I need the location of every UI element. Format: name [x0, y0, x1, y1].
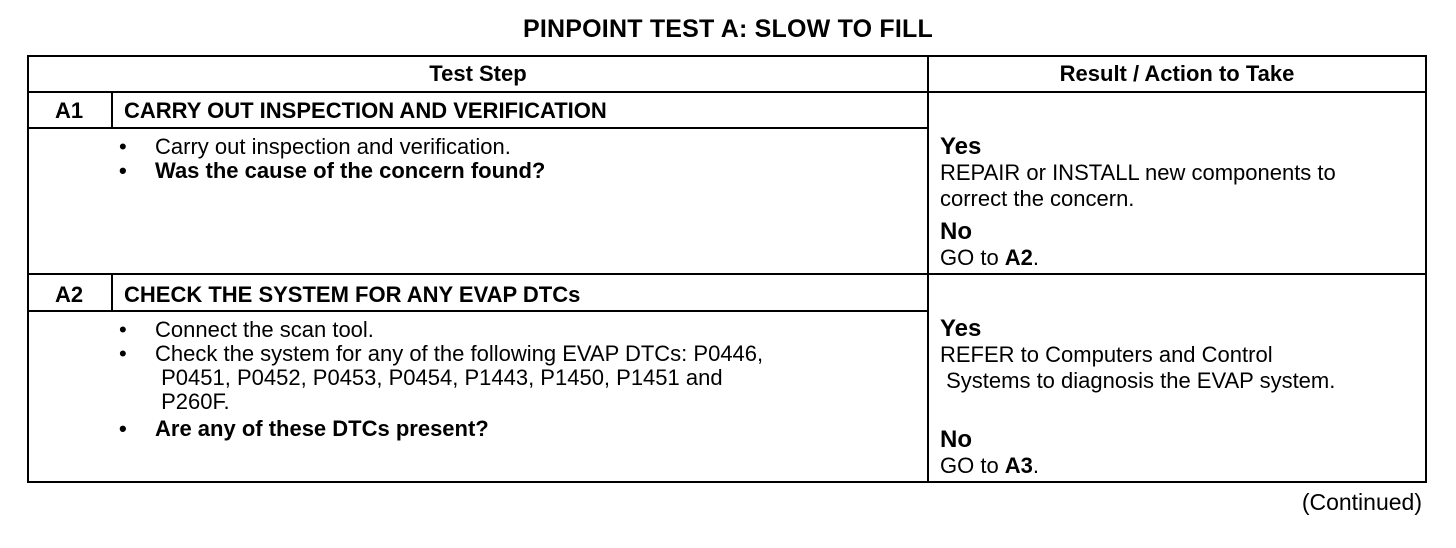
step-id-divider — [111, 93, 113, 129]
step-id: A2 — [54, 282, 84, 307]
instruction-item: • Carry out inspection and verification. — [115, 135, 545, 159]
no-label: No — [940, 218, 972, 245]
goto-step-link: A2 — [1004, 245, 1033, 270]
step-title-divider — [29, 310, 927, 312]
instruction-question: • Was the cause of the concern found? — [115, 159, 545, 183]
result-no — [940, 219, 1039, 271]
instruction-item: • Connect the scan tool. — [115, 318, 763, 342]
continued-note: (Continued) — [1301, 489, 1422, 515]
goto-step-link: A3 — [1004, 453, 1033, 478]
pinpoint-test-table — [27, 55, 1427, 483]
result-yes — [940, 134, 1336, 212]
yes-action-line: REFER to Computers and Control — [940, 342, 1273, 367]
instruction-question: • Are any of these DTCs present? — [115, 417, 763, 441]
row-divider — [29, 273, 1425, 275]
step-id: A1 — [54, 98, 84, 123]
header-divider — [29, 91, 1425, 93]
step-id-divider — [111, 275, 113, 312]
result-yes — [940, 316, 1335, 394]
yes-label: Yes — [940, 133, 982, 160]
step-title: CARRY OUT INSPECTION AND VERIFICATION — [124, 98, 607, 123]
instruction-continuation: P0451, P0452, P0453, P0454, P1443, P1450, P1451 and — [155, 365, 723, 390]
yes-label: Yes — [940, 315, 982, 342]
no-action-suffix: . — [1032, 453, 1040, 478]
step-title-divider — [29, 127, 927, 129]
column-divider — [927, 57, 929, 481]
yes-action-line: Systems to diagnosis the EVAP system. — [940, 368, 1336, 393]
no-label: No — [940, 426, 972, 453]
no-action-prefix: GO to — [940, 245, 1005, 270]
step-instructions — [115, 135, 545, 183]
no-action-suffix: . — [1032, 245, 1040, 270]
no-action — [940, 453, 1039, 479]
instruction-continuation: P260F. — [155, 389, 230, 414]
instruction-item: • Check the system for any of the following EVAP DTCs: P0446, — [115, 342, 763, 366]
column-header-result-action: Result / Action to Take — [1059, 61, 1295, 86]
result-no — [940, 427, 1039, 479]
step-title: CHECK THE SYSTEM FOR ANY EVAP DTCs — [124, 282, 581, 307]
yes-action-line: correct the concern. — [940, 186, 1135, 211]
yes-action-line: REPAIR or INSTALL new components to — [940, 160, 1336, 185]
column-header-test-step: Test Step — [429, 61, 527, 86]
page-title: PINPOINT TEST A: SLOW TO FILL — [523, 15, 933, 43]
step-instructions — [115, 318, 763, 441]
no-action — [940, 245, 1039, 271]
no-action-prefix: GO to — [940, 453, 1005, 478]
